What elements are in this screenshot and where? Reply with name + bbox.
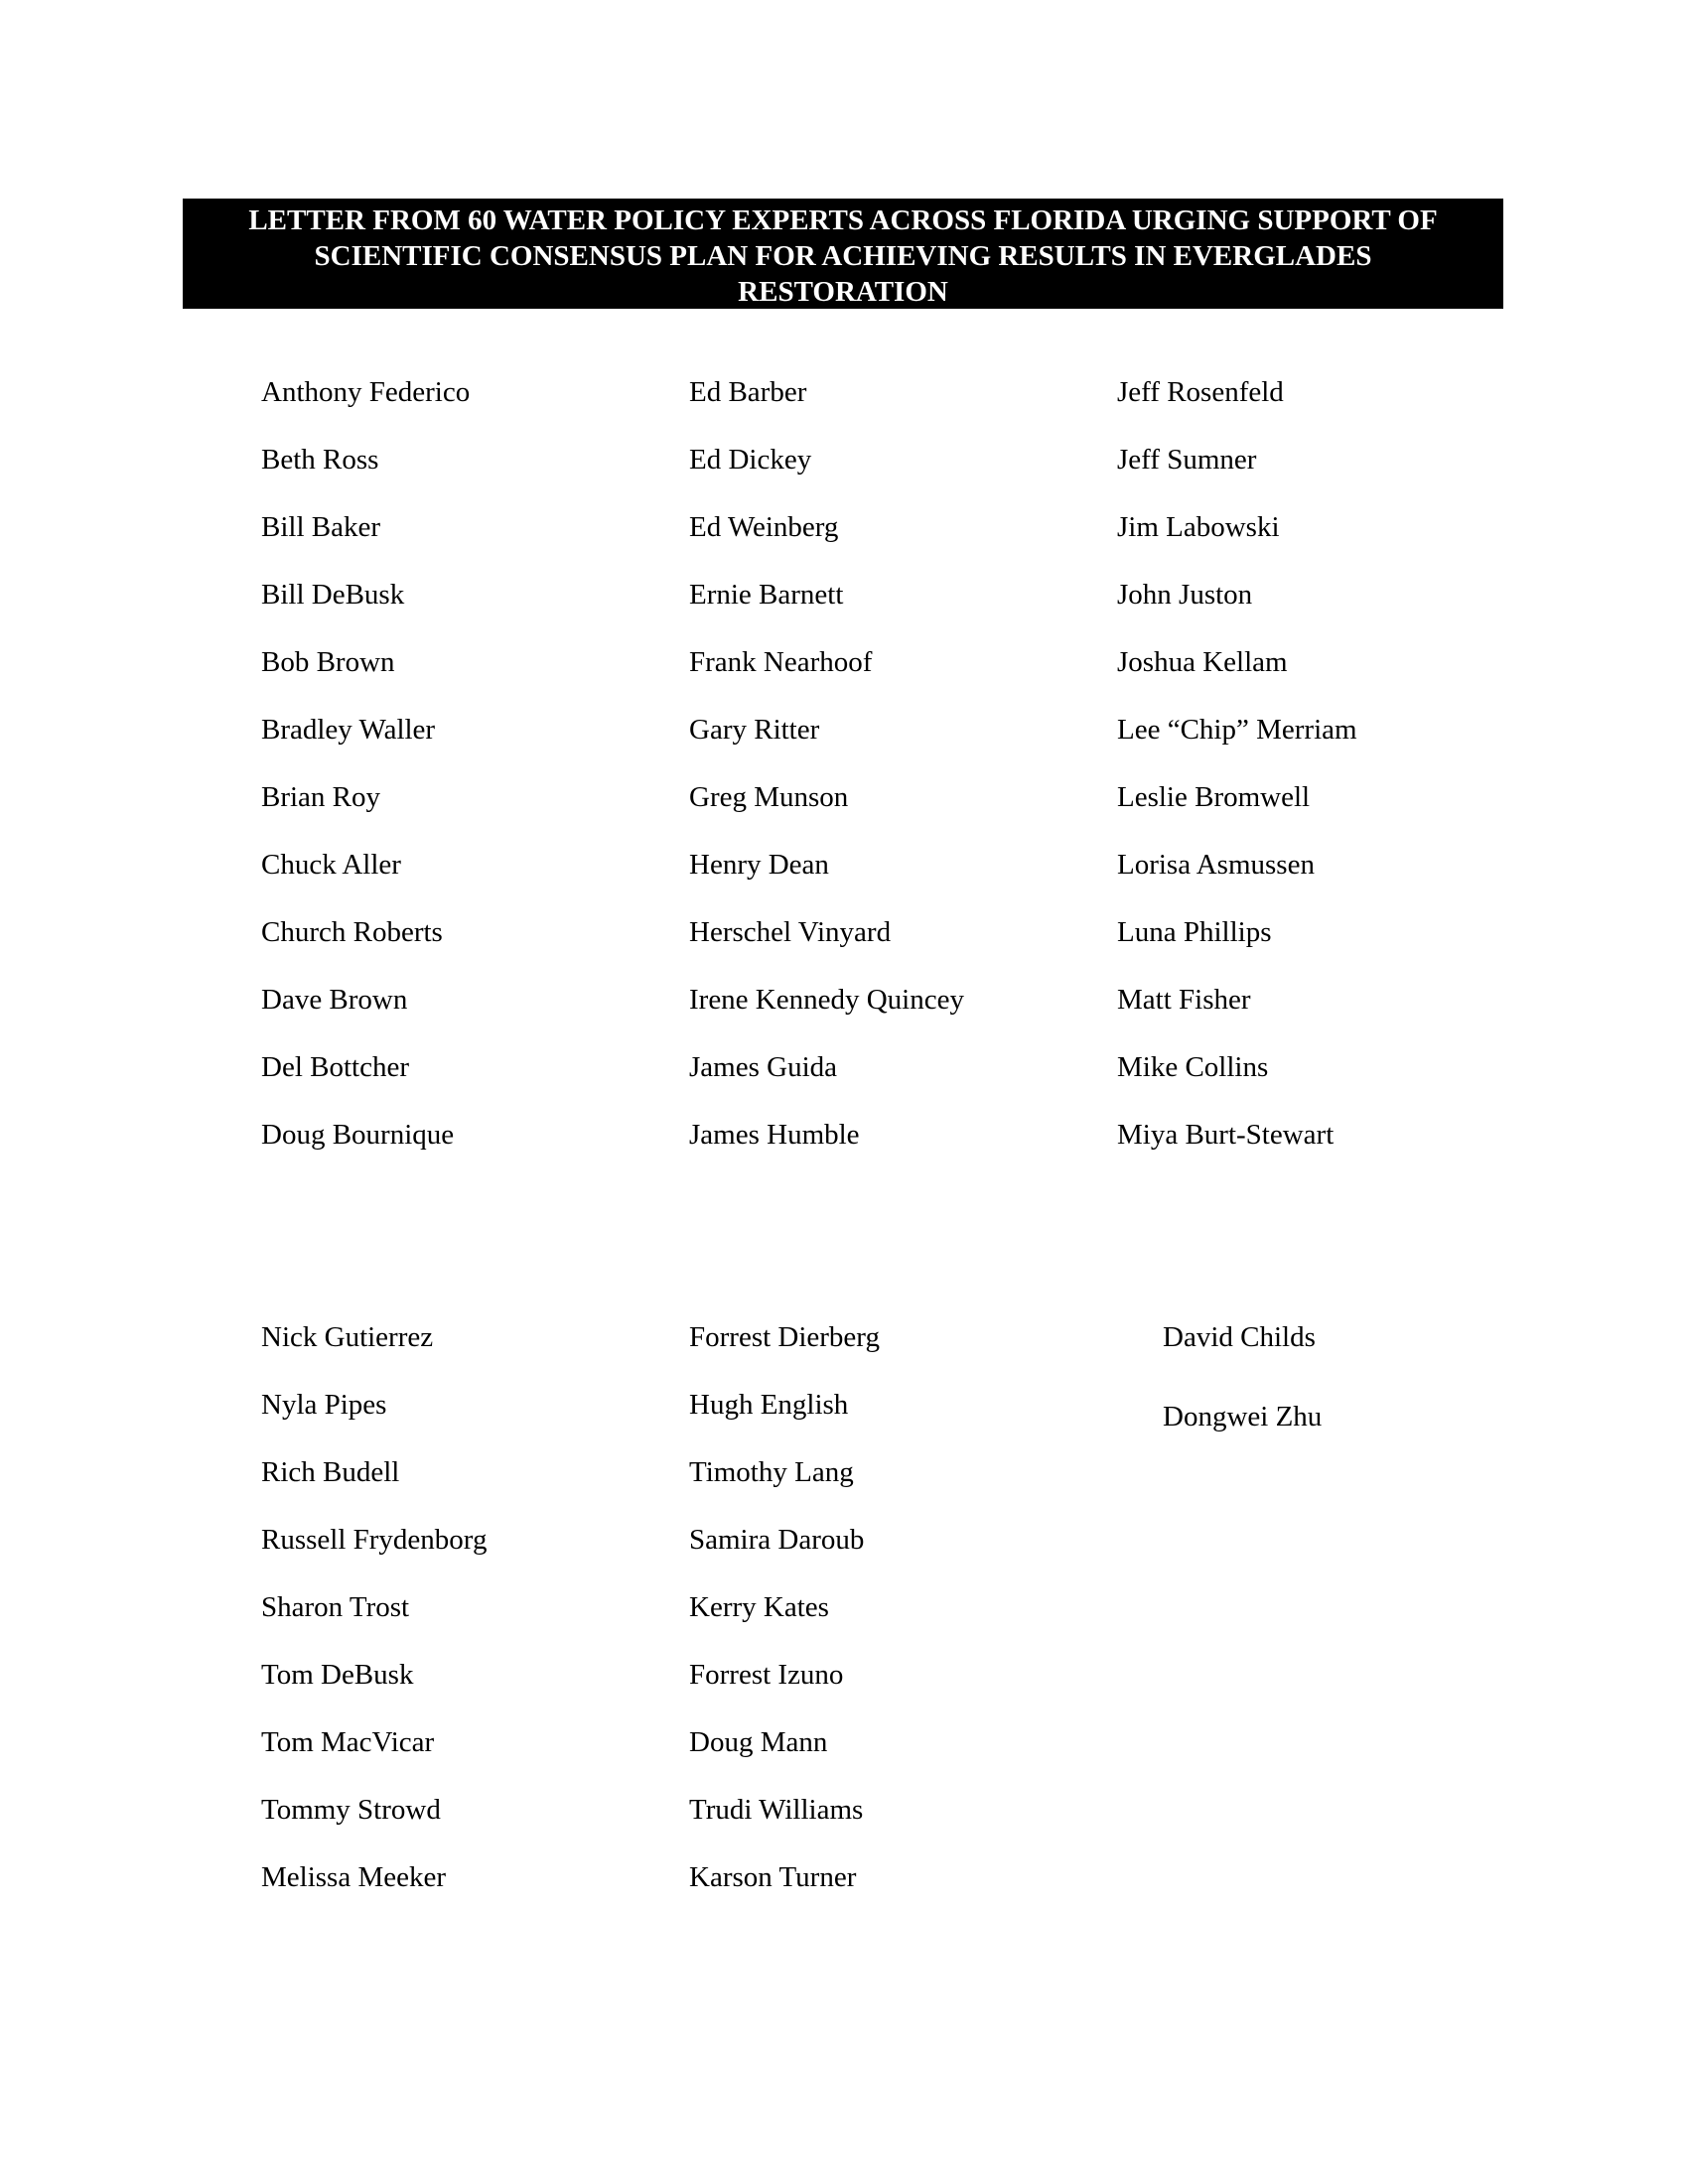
signatory-name: John Juston [1117, 579, 1253, 611]
signatory-name: Greg Munson [689, 781, 849, 813]
signatory-name: David Childs [1163, 1321, 1316, 1353]
signatory-name: Miya Burt-Stewart [1117, 1119, 1335, 1151]
signatory-name: Timothy Lang [689, 1456, 854, 1488]
signatory-name: Samira Daroub [689, 1524, 865, 1556]
signatory-name: Jim Labowski [1117, 511, 1280, 543]
signatory-name: Tom DeBusk [261, 1659, 414, 1691]
signatory-name: Nyla Pipes [261, 1389, 387, 1421]
signatory-name: Chuck Aller [261, 849, 401, 881]
signatory-name: Gary Ritter [689, 714, 820, 746]
signatory-name: Lorisa Asmussen [1117, 849, 1315, 881]
signatory-name: Russell Frydenborg [261, 1524, 488, 1556]
signatory-name: Del Bottcher [261, 1051, 409, 1083]
signatory-name: Jeff Rosenfeld [1117, 376, 1284, 408]
signatory-name: Dave Brown [261, 984, 408, 1016]
signatory-name: Forrest Izuno [689, 1659, 844, 1691]
signatory-name: James Guida [689, 1051, 837, 1083]
signatory-name: Bob Brown [261, 646, 395, 678]
signatory-name: Bill Baker [261, 511, 381, 543]
signatory-name: Mike Collins [1117, 1051, 1269, 1083]
signatory-name: Church Roberts [261, 916, 443, 948]
signatory-name: Karson Turner [689, 1861, 857, 1893]
signatory-name: Nick Gutierrez [261, 1321, 434, 1353]
signatory-name: Ed Dickey [689, 444, 812, 476]
signatory-name: Frank Nearhoof [689, 646, 873, 678]
title-line-3: RESTORATION [738, 276, 948, 308]
signatory-name: Lee “Chip” Merriam [1117, 714, 1357, 746]
signatory-name: Matt Fisher [1117, 984, 1251, 1016]
signatory-name: Beth Ross [261, 444, 379, 476]
signatory-name: Tommy Strowd [261, 1794, 441, 1826]
signatory-name: Dongwei Zhu [1163, 1401, 1323, 1433]
signatory-name: Luna Phillips [1117, 916, 1272, 948]
signatory-name: Doug Mann [689, 1726, 828, 1758]
signatory-name: Jeff Sumner [1117, 444, 1257, 476]
signatory-name: Bill DeBusk [261, 579, 405, 611]
signatory-name: Tom MacVicar [261, 1726, 435, 1758]
signatory-name: Kerry Kates [689, 1591, 829, 1623]
signatory-name: Doug Bournique [261, 1119, 455, 1151]
signatory-name: Rich Budell [261, 1456, 400, 1488]
signatory-name: Forrest Dierberg [689, 1321, 880, 1353]
signatory-name: Hugh English [689, 1389, 849, 1421]
signatory-name: Irene Kennedy Quincey [689, 984, 964, 1016]
signatory-name: Trudi Williams [689, 1794, 864, 1826]
signatory-name: Brian Roy [261, 781, 381, 813]
signatory-name: James Humble [689, 1119, 860, 1151]
signatory-name: Ed Weinberg [689, 511, 839, 543]
signatory-name: Anthony Federico [261, 376, 471, 408]
signatory-name: Joshua Kellam [1117, 646, 1288, 678]
signatory-name: Leslie Bromwell [1117, 781, 1311, 813]
title-line-2: SCIENTIFIC CONSENSUS PLAN FOR ACHIEVING RESULTS IN EVERGLADES [314, 240, 1372, 272]
signatory-name: Ernie Barnett [689, 579, 844, 611]
signatory-name: Melissa Meeker [261, 1861, 447, 1893]
signatory-name: Herschel Vinyard [689, 916, 892, 948]
title-line-1: LETTER FROM 60 WATER POLICY EXPERTS ACROSS FLORIDA URGING SUPPORT OF [248, 205, 1438, 236]
letter-title [183, 199, 1503, 309]
signatory-name: Ed Barber [689, 376, 807, 408]
signatory-name: Sharon Trost [261, 1591, 410, 1623]
signatory-name: Henry Dean [689, 849, 829, 881]
signatory-name: Bradley Waller [261, 714, 436, 746]
